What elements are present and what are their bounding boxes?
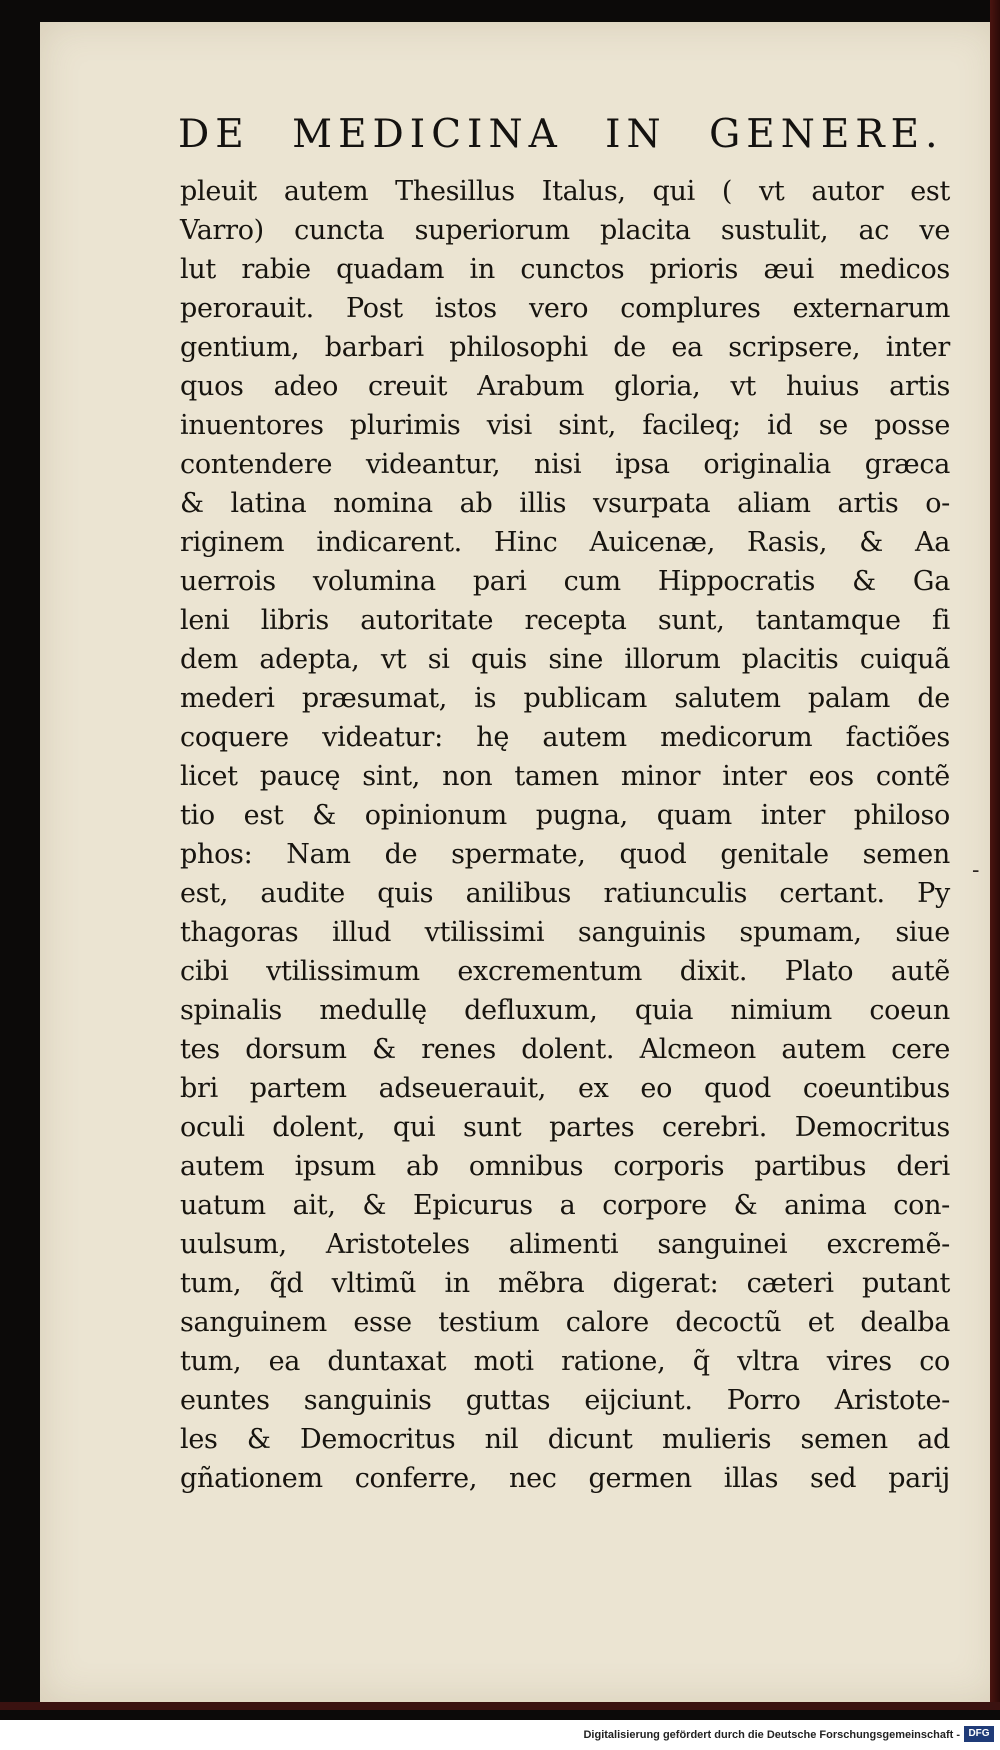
- text-line: les & Democritus nil dicunt mulieris semen ad: [180, 1424, 950, 1455]
- text-line: uulsum, Aristoteles alimenti sanguinei excremẽ-: [180, 1229, 950, 1260]
- text-line: dem adepta, vt si quis sine illorum placitis cuiquã: [180, 644, 950, 675]
- text-line: tum, q̃d vltimũ in mẽbra digerat: cæteri putant: [180, 1268, 950, 1299]
- text-line: quos adeo creuit Arabum gloria, vt huius artis: [180, 371, 950, 402]
- text-line: tio est & opinionum pugna, quam inter philoso: [180, 800, 950, 831]
- text-line: lut rabie quadam in cunctos prioris æui medicos: [180, 254, 950, 285]
- text-line: riginem indicarent. Hinc Auicenæ, Rasis, & Aa: [180, 527, 950, 558]
- text-line: spinalis medullę defluxum, quia nimium coeun: [180, 995, 950, 1026]
- text-line: coquere videatur: hę autem medicorum factiões: [180, 722, 950, 753]
- running-head: DE MEDICINA IN GENERE.: [178, 112, 944, 157]
- text-line: uerrois volumina pari cum Hippocratis & Ga: [180, 566, 950, 597]
- text-line: leni libris autoritate recepta sunt, tantamque fi: [180, 605, 950, 636]
- text-line: tum, ea duntaxat moti ratione, q̃ vltra vires co: [180, 1346, 950, 1377]
- text-line: tes dorsum & renes dolent. Alcmeon autem cere: [180, 1034, 950, 1065]
- book-bottom-edge: [0, 1702, 1000, 1710]
- footer-strip: [0, 1720, 1000, 1750]
- text-line: inuentores plurimis visi sint, facileq; id se posse: [180, 410, 950, 441]
- book-fore-edge: [990, 0, 1000, 1710]
- text-line: est, audite quis anilibus ratiunculis certant. Py: [180, 878, 950, 909]
- text-line: thagoras illud vtilissimi sanguinis spumam, siue: [180, 917, 950, 948]
- text-line: phos: Nam de spermate, quod genitale semen: [180, 839, 950, 870]
- footer-credit: Digitalisierung gefördert durch die Deutsche Forschungsgemeinschaft -: [583, 1729, 960, 1741]
- text-line: bri partem adseuerauit, ex eo quod coeuntibus: [180, 1073, 950, 1104]
- text-line: & latina nomina ab illis vsurpata aliam artis o-: [180, 488, 950, 519]
- text-line: sanguinem esse testium calore decoctũ et dealba: [180, 1307, 950, 1338]
- text-line: euntes sanguinis guttas eijciunt. Porro Aristote-: [180, 1385, 950, 1416]
- margin-mark: -: [972, 858, 980, 883]
- text-line: mederi præsumat, is publicam salutem palam de: [180, 683, 950, 714]
- text-line: cibi vtilissimum excrementum dixit. Plato autẽ: [180, 956, 950, 987]
- text-line: gñationem conferre, nec germen illas sed parij: [180, 1463, 950, 1494]
- text-line: oculi dolent, qui sunt partes cerebri. Democritus: [180, 1112, 950, 1143]
- text-line: contendere videantur, nisi ipsa originalia græca: [180, 449, 950, 480]
- text-line: gentium, barbari philosophi de ea scripsere, inter: [180, 332, 950, 363]
- text-line: uatum ait, & Epicurus a corpore & anima con-: [180, 1190, 950, 1221]
- text-line: autem ipsum ab omnibus corporis partibus deri: [180, 1151, 950, 1182]
- text-line: perorauit. Post istos vero complures externarum: [180, 293, 950, 324]
- body-text: [180, 172, 950, 1498]
- text-line: licet paucę sint, non tamen minor inter eos contẽ: [180, 761, 950, 792]
- text-line: Varro) cuncta superiorum placita sustulit, ac ve: [180, 215, 950, 246]
- text-line: pleuit autem Thesillus Italus, qui ( vt autor est: [180, 176, 950, 207]
- dfg-logo: DFG: [964, 1726, 994, 1742]
